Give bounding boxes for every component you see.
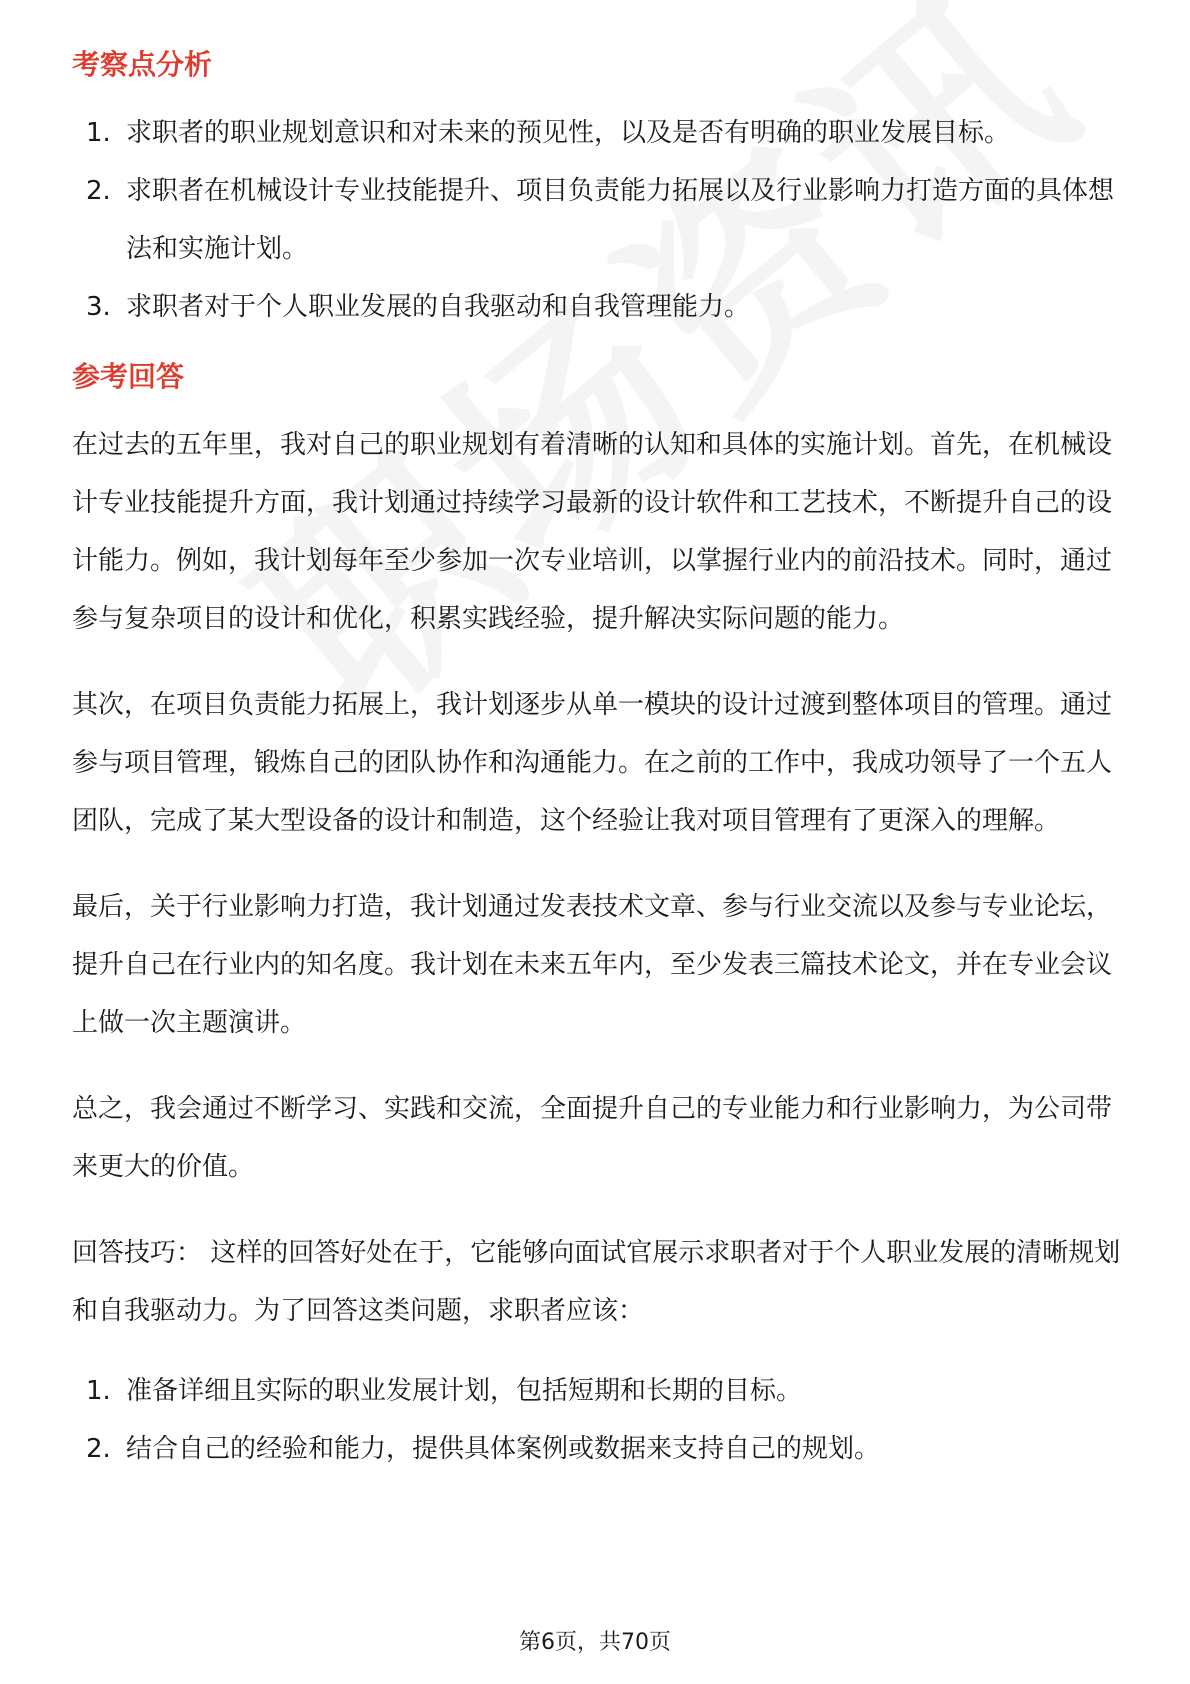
document-content [72, 46, 1122, 1478]
tips-intro-paragraph: 回答技巧： 这样的回答好处在于，它能够向面试官展示求职者对于个人职业发展的清晰规划和自我驱动力。为了回答这类问题，求职者应该： [72, 1238, 1121, 1326]
list-item-number: 2. [86, 176, 111, 206]
list-item-number: 1. [86, 1376, 111, 1406]
list-item [72, 162, 1122, 278]
section-title-answer: 参考回答 [72, 360, 185, 393]
answer-paragraph: 总之，我会通过不断学习、实践和交流，全面提升自己的专业能力和行业影响力，为公司带来更大的价值。 [72, 1094, 1113, 1182]
list-item-text: 准备详细且实际的职业发展计划，包括短期和长期的目标。 [126, 1376, 803, 1406]
list-item [72, 1420, 1122, 1478]
list-item-text: 求职者在机械设计专业技能提升、项目负责能力拓展以及行业影响力打造方面的具体想法和实施计划。 [126, 176, 1115, 264]
list-item-text: 求职者对于个人职业发展的自我驱动和自我管理能力。 [126, 292, 751, 322]
tips-list [72, 1362, 1122, 1478]
answer-paragraph: 其次，在项目负责能力拓展上，我计划逐步从单一模块的设计过渡到整体项目的管理。通过参与项目管理，锻炼自己的团队协作和沟通能力。在之前的工作中，我成功领导了一个五人团队，完成了某大型设备的设计和制造，这个经验让我对项目管理有了更深入的理解。 [72, 690, 1113, 836]
section-title-analysis: 考察点分析 [72, 48, 213, 81]
list-item-text: 结合自己的经验和能力，提供具体案例或数据来支持自己的规划。 [126, 1434, 881, 1464]
page-number: 第6页，共70页 [519, 1630, 671, 1655]
list-item [72, 1362, 1122, 1420]
list-item [72, 278, 1122, 336]
analysis-list [72, 104, 1122, 336]
list-item-number: 3. [86, 292, 111, 322]
answer-paragraph: 在过去的五年里，我对自己的职业规划有着清晰的认知和具体的实施计划。首先，在机械设计专业技能提升方面，我计划通过持续学习最新的设计软件和工艺技术，不断提升自己的设计能力。例如，我计划每年至少参加一次专业培训，以掌握行业内的前沿技术。同时，通过参与复杂项目的设计和优化，积累实践经验，提升解决实际问题的能力。 [72, 430, 1113, 634]
answer-paragraph: 最后，关于行业影响力打造，我计划通过发表技术文章、参与行业交流以及参与专业论坛，提升自己在行业内的知名度。我计划在未来五年内，至少发表三篇技术论文，并在专业会议上做一次主题演讲。 [72, 892, 1113, 1038]
list-item-text: 求职者的职业规划意识和对未来的预见性，以及是否有明确的职业发展目标。 [126, 118, 1011, 148]
list-item-number: 1. [86, 118, 111, 148]
list-item-number: 2. [86, 1434, 111, 1464]
list-item [72, 104, 1122, 162]
